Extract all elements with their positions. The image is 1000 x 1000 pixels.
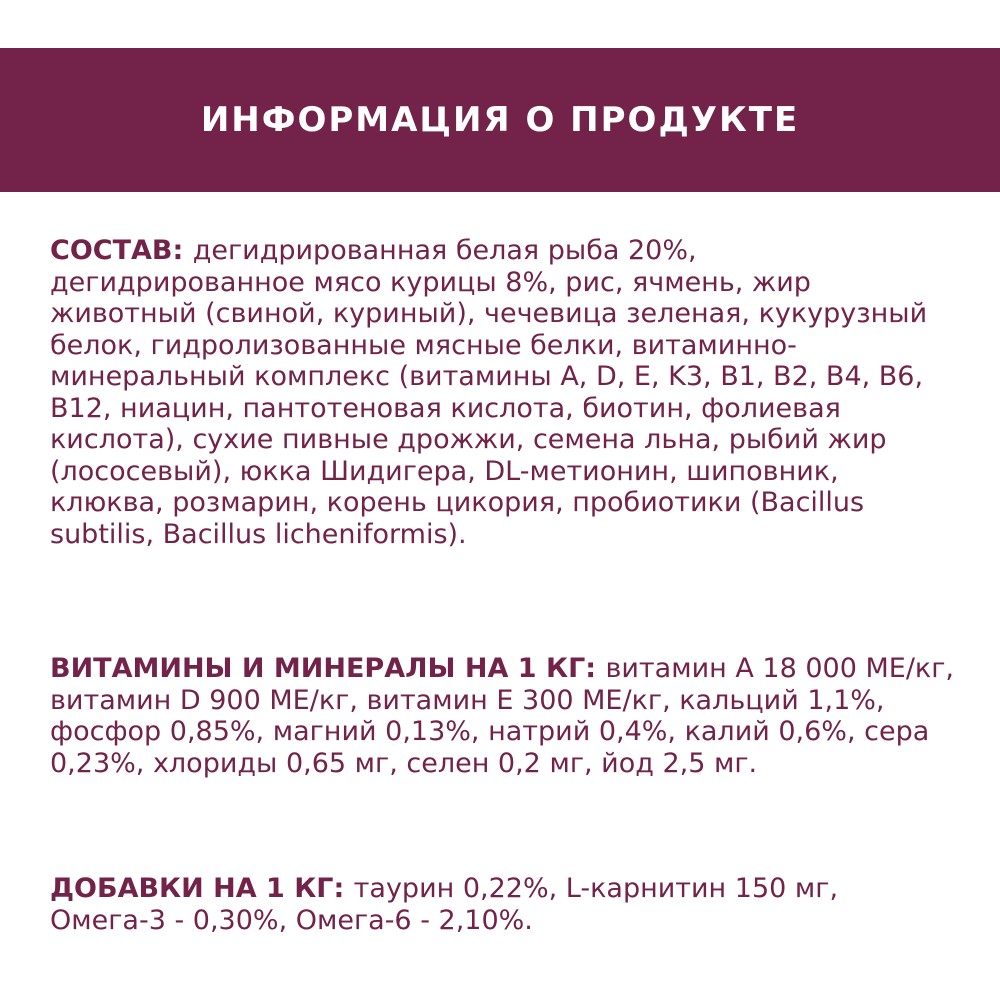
page-title: ИНФОРМАЦИЯ О ПРОДУКТЕ	[200, 100, 800, 140]
additives-text: таурин 0,22%, L-карнитин 150 мг, Омега-3 - 0,30%, Омега-6 - 2,10%.	[50, 873, 839, 936]
header-banner	[0, 48, 1000, 192]
composition-label: СОСТАВ:	[50, 235, 193, 266]
vitamins-text: витамин А 18 000 МЕ/кг, витамин D 900 МЕ/кг, витамин Е 300 МЕ/кг, кальций 1,1%, фосфор 0,85%, магний 0,13%, натрий 0,4%, калий 0,6%, сера 0,23%, хлориды 0,65 мг, селен 0,2 мг, йод 2,5 мг.	[50, 653, 954, 779]
composition-section	[50, 235, 960, 550]
composition-text: дегидрированная белая рыба 20%, дегидрированное мясо курицы 8%, рис, ячмень, жир животный (свиной, куриный), чечевица зеленая, кукурузный белок, гидролизованные мясные белки, витаминно-минеральный комплекс (витамины A, D, E, K3, B1, B2, B4, B6, B12, ниацин, пантотеновая кислота, биотин, фолиевая кислота), сухие пивные дрожжи, семена льна, рыбий жир (лососевый), юкка Шидигера, DL-метионин, шиповник, клюква, розмарин, корень цикория, пробиотики (Bacillus subtilis, Bacillus licheniformis).	[50, 235, 928, 550]
additives-label: ДОБАВКИ НА 1 КГ:	[50, 873, 354, 904]
vitamins-label: ВИТАМИНЫ И МИНЕРАЛЫ НА 1 КГ:	[50, 653, 606, 684]
vitamins-section	[50, 653, 960, 779]
additives-section	[50, 873, 960, 936]
